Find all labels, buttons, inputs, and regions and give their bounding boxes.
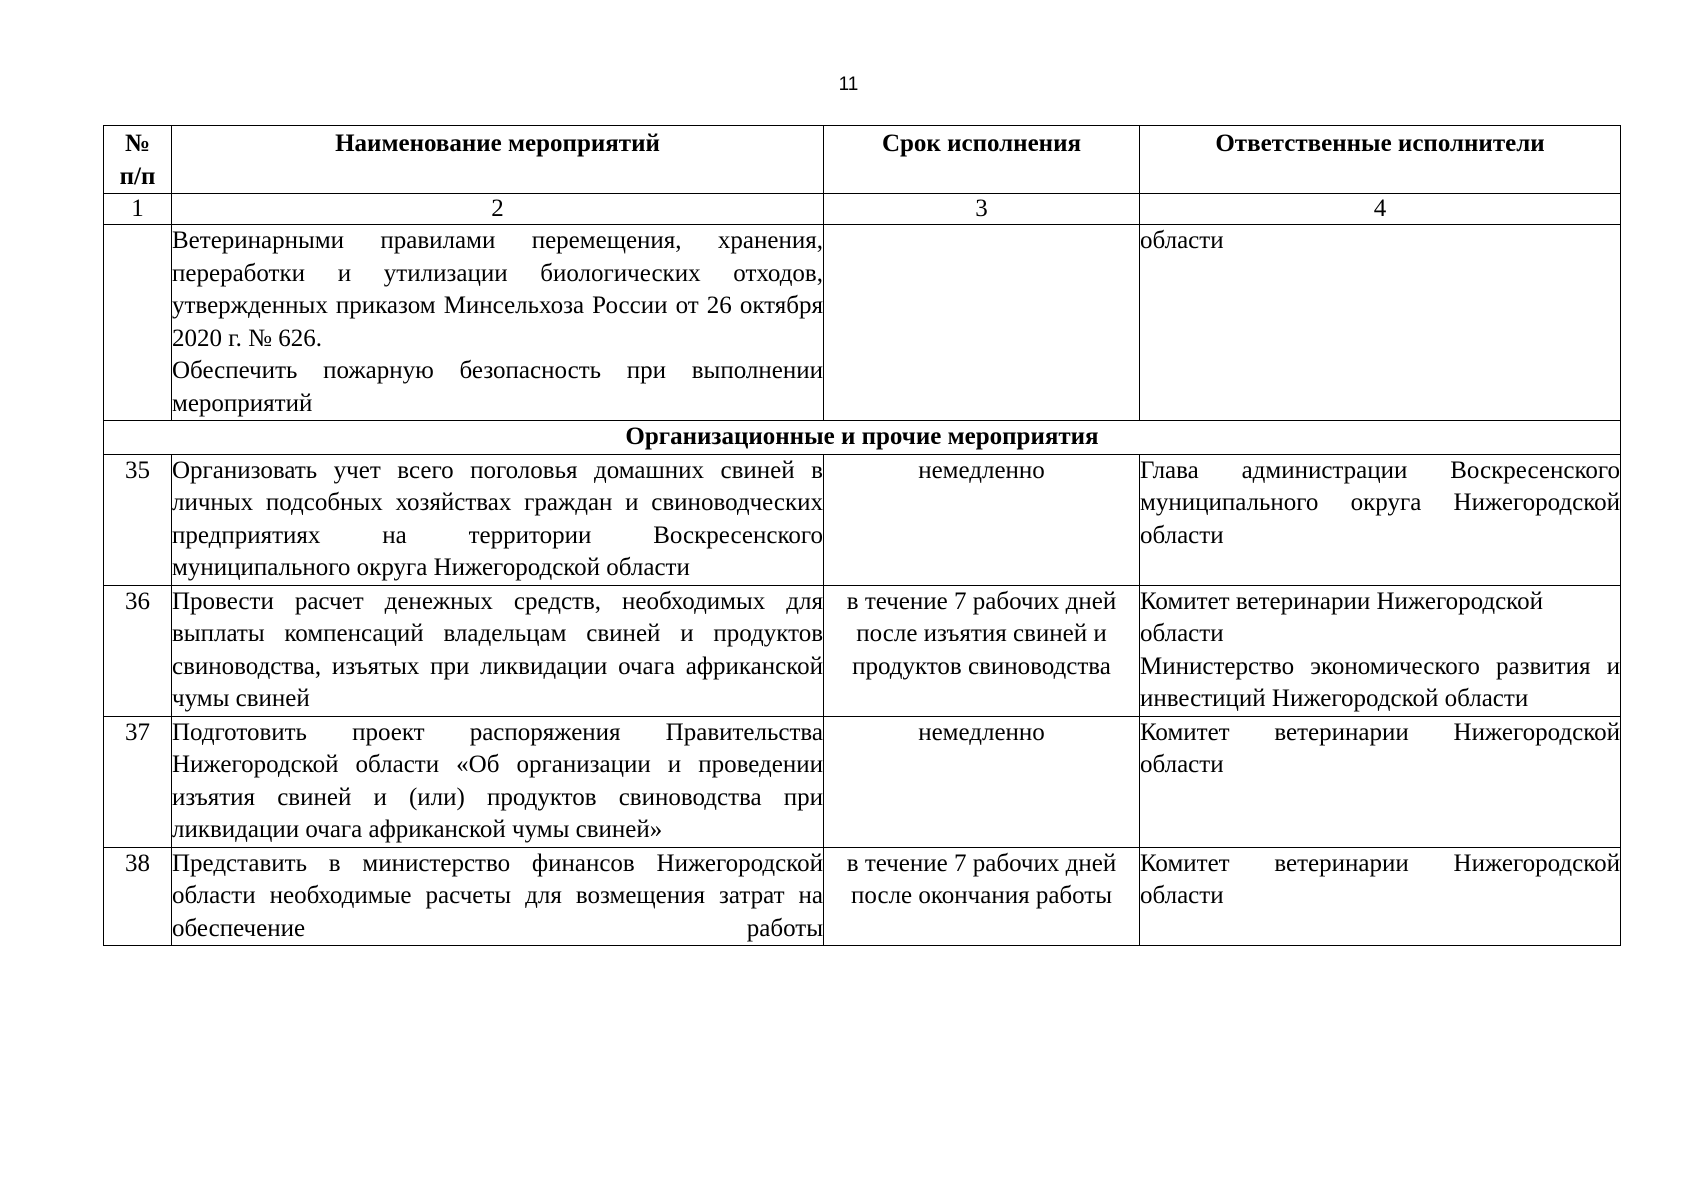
page-number: 11 [838, 74, 859, 95]
header-deadline: Срок исполнения [824, 126, 1140, 194]
row-deadline: в течение 7 рабочих дней после изъятия свиней и продуктов свиноводства [824, 585, 1140, 716]
row-name-part-1: Ветеринарными правилами перемещения, хранения, переработки и утилизации биологических отходов, утвержденных приказом Минсельхоза России от 26 октября 2020 г. № 626. [172, 227, 823, 352]
row-num: 37 [104, 716, 172, 847]
table-row-37 [104, 716, 1621, 847]
row-name-part-2: Обеспечить пожарную безопасность при выполнении мероприятий [172, 357, 823, 417]
row-name: Представить в министерство финансов Нижегородской области необходимые расчеты для возмещения затрат на обеспечение работы [172, 847, 824, 946]
column-number-row [104, 194, 1621, 225]
header-num: № п/п [104, 126, 172, 194]
column-number-3: 3 [824, 194, 1140, 225]
row-deadline: немедленно [824, 716, 1140, 847]
row-responsible: Глава администрации Воскресенского муниципального округа Нижегородской области [1140, 454, 1621, 585]
header-name: Наименование мероприятий [172, 126, 824, 194]
column-number-4: 4 [1140, 194, 1621, 225]
row-responsible [1140, 585, 1621, 716]
header-responsible: Ответственные исполнители [1140, 126, 1621, 194]
section-title: Организационные и прочие мероприятия [104, 421, 1621, 455]
row-deadline: немедленно [824, 454, 1140, 585]
row-num: 35 [104, 454, 172, 585]
row-deadline [824, 225, 1140, 421]
row-name: Организовать учет всего поголовья домашних свиней в личных подсобных хозяйствах граждан и свиноводческих предприятиях на территории Воскресенского муниципального округа Нижегородской области [172, 454, 824, 585]
row-deadline: в течение 7 рабочих дней после окончания работы [824, 847, 1140, 946]
row-responsible: области [1140, 225, 1621, 421]
header-row [104, 126, 1621, 194]
column-number-1: 1 [104, 194, 172, 225]
action-plan-table [103, 125, 1621, 946]
row-name [172, 225, 824, 421]
row-responsible: Комитет ветеринарии Нижегородской области [1140, 847, 1621, 946]
row-responsible: Комитет ветеринарии Нижегородской области [1140, 716, 1621, 847]
row-num [104, 225, 172, 421]
table-row-continuation [104, 225, 1621, 421]
row-name: Провести расчет денежных средств, необходимых для выплаты компенсаций владельцам свиней и продуктов свиноводства, изъятых при ликвидации очага африканской чумы свиней [172, 585, 824, 716]
table-row-36 [104, 585, 1621, 716]
row-responsible-part-2: Министерство экономического развития и инвестиций Нижегородской области [1140, 652, 1620, 712]
table-row-35 [104, 454, 1621, 585]
row-num: 36 [104, 585, 172, 716]
row-responsible-part-1: Комитет ветеринарии Нижегородской области [1140, 587, 1543, 647]
column-number-2: 2 [172, 194, 824, 225]
section-row [104, 421, 1621, 455]
table-row-38 [104, 847, 1621, 946]
row-name: Подготовить проект распоряжения Правительства Нижегородской области «Об организации и проведении изъятия свиней и (или) продуктов свиноводства при ликвидации очага африканской чумы свиней» [172, 716, 824, 847]
row-num: 38 [104, 847, 172, 946]
